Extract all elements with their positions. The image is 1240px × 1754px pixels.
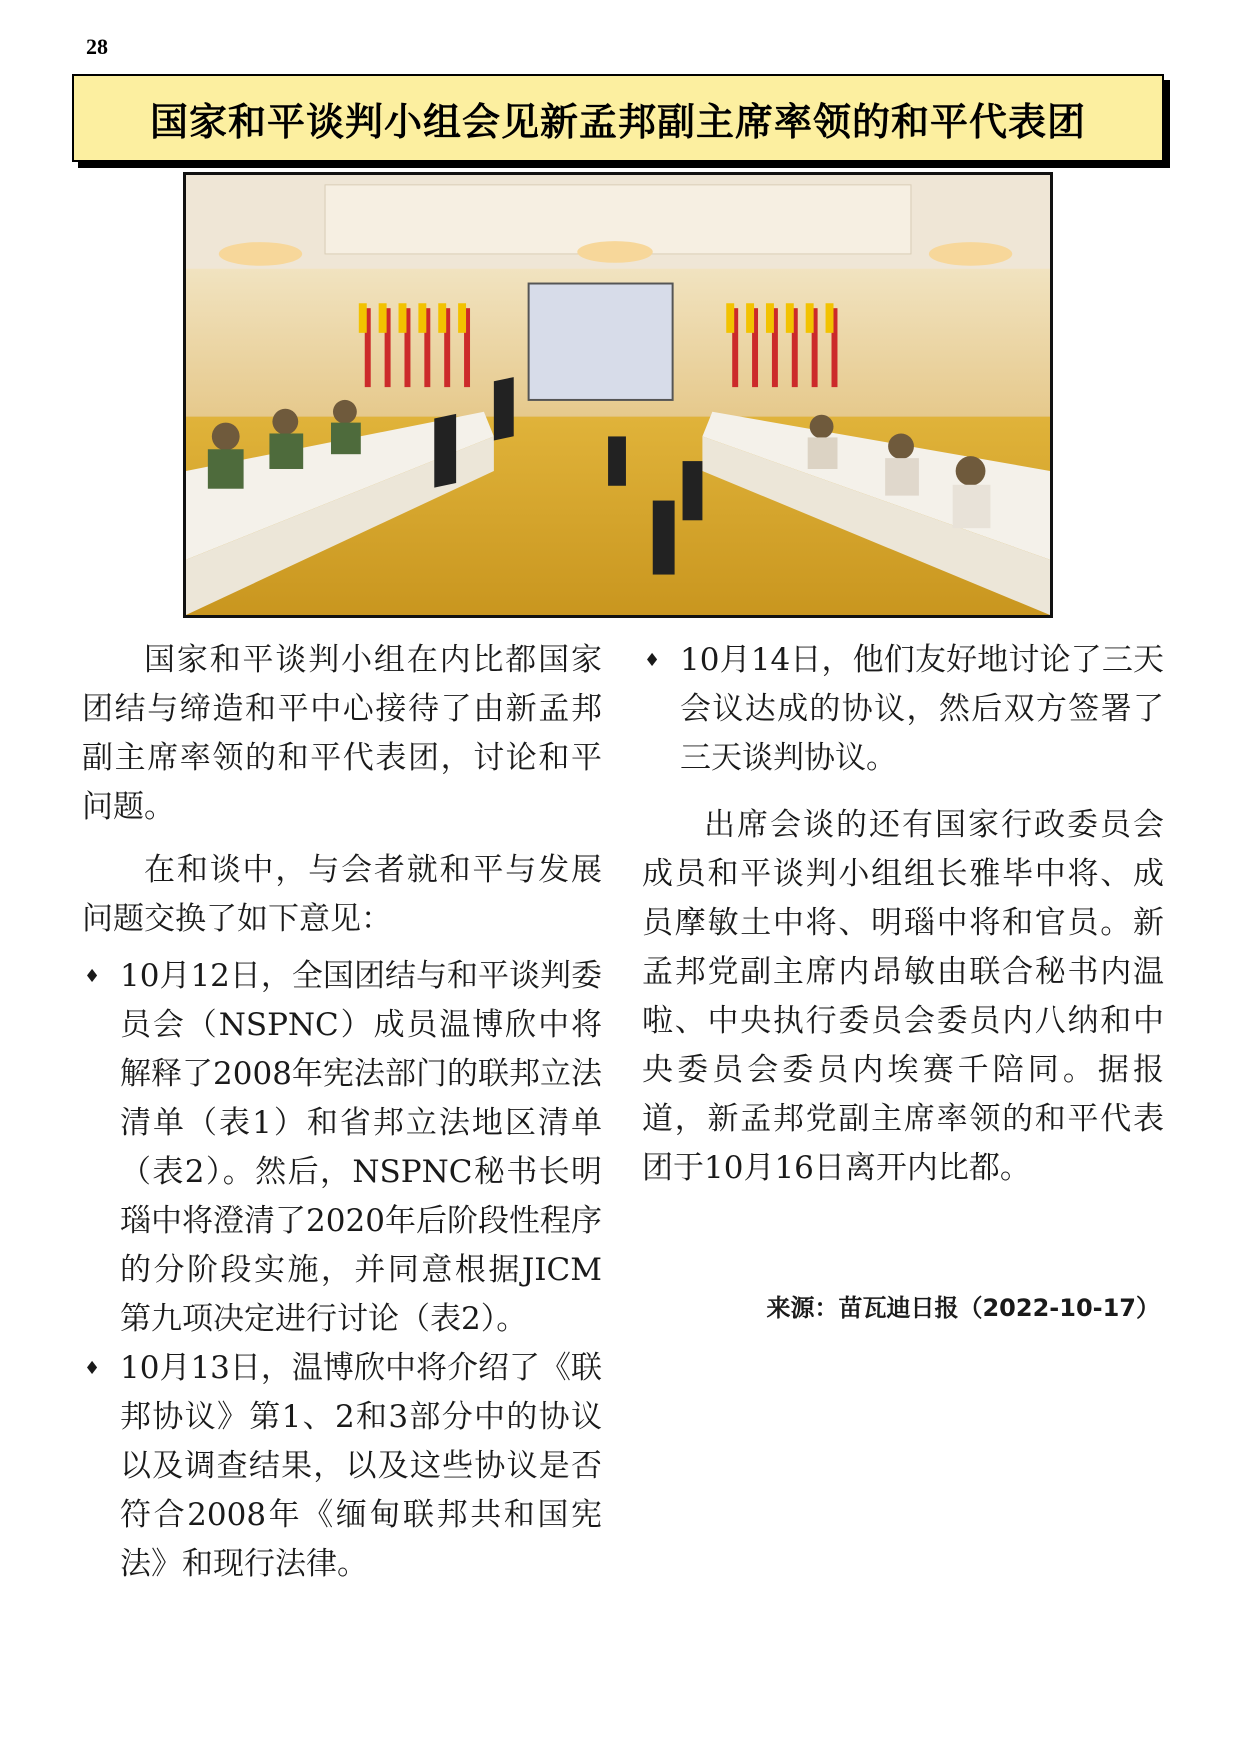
list-item: ♦ 10月12日，全国团结与和平谈判委员会（NSPNC）成员温博欣中将解释了2008年宪法部门的联邦立法清单（表1）和省邦立法地区清单（表2）。然后，NSPNC秘书长明瑙中将澄清了2020年后阶段性程序的分阶段实施，并同意根据JICM第九项决定进行讨论（表2）。 — [82, 952, 602, 1344]
right-column — [642, 636, 1164, 1193]
bullet-list-right — [642, 636, 1164, 783]
article-title: 国家和平谈判小组会见新孟邦副主席率领的和平代表团 — [149, 99, 1086, 144]
diamond-bullet-icon: ♦ — [644, 650, 661, 671]
bullet-list-left — [82, 952, 602, 1589]
list-item: ♦ 10月14日，他们友好地讨论了三天会议达成的协议，然后双方签署了三天谈判协议。 — [642, 636, 1164, 783]
list-item: ♦ 10月13日，温博欣中将介绍了《联邦协议》第1、2和3部分中的协议以及调查结果，以及这些协议是否符合2008年《缅甸联邦共和国宪法》和现行法律。 — [82, 1344, 602, 1589]
paragraph-discussion: 在和谈中，与会者就和平与发展问题交换了如下意见： — [82, 852, 602, 937]
left-column — [82, 636, 602, 1589]
paragraph-intro: 国家和平谈判小组在内比都国家团结与缔造和平中心接待了由新孟邦副主席率领的和平代表团，讨论和平问题。 — [82, 642, 602, 825]
source-credit: 来源：苗瓦迪日报（2022-10-17） — [766, 1294, 1160, 1322]
page-number: 28 — [86, 34, 108, 59]
meeting-room-illustration — [186, 175, 1050, 615]
diamond-bullet-icon: ♦ — [84, 1358, 101, 1379]
diamond-bullet-icon: ♦ — [84, 966, 101, 987]
paragraph-attendees: 出席会谈的还有国家行政委员会成员和平谈判小组组长雅毕中将、成员摩敏土中将、明瑙中将和官员。新孟邦党副主席内昂敏由联合秘书内温啦、中央执行委员会委员内八纳和中央委员会委员内埃赛千陪同。据报道，新孟邦党副主席率领的和平代表团于10月16日离开内比都。 — [642, 807, 1164, 1186]
meeting-room-photo — [183, 172, 1053, 618]
article-title-box — [72, 74, 1164, 162]
